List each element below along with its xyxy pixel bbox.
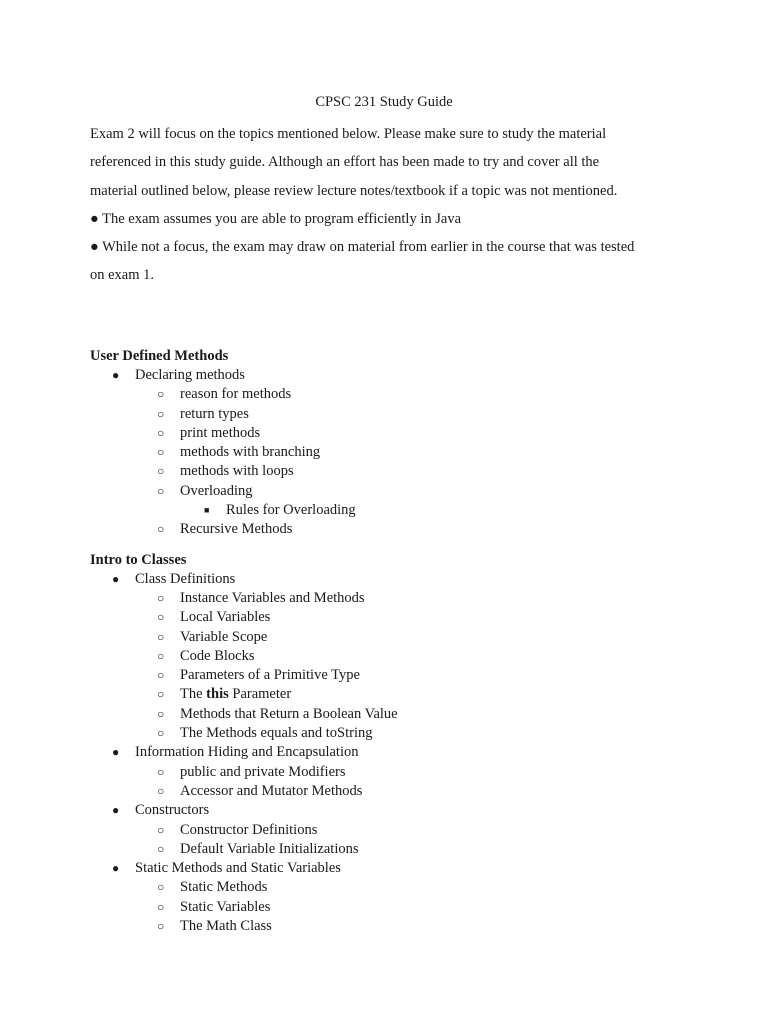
topic-label: Local Variables <box>180 609 271 626</box>
outline-item-level2 <box>90 724 690 743</box>
outline-row <box>90 878 690 897</box>
outline-row <box>90 782 690 801</box>
outline-item-level2 <box>90 821 690 840</box>
section-user-defined-methods <box>90 346 690 540</box>
outline-row <box>90 685 690 704</box>
hollow-circle-bullet-icon: ○ <box>157 522 165 537</box>
outline-item-level2 <box>90 482 690 521</box>
topic-label: public and private Modifiers <box>180 763 346 780</box>
outline-row <box>90 801 690 820</box>
outline-item-level2 <box>90 705 690 724</box>
hollow-circle-bullet-icon: ○ <box>157 687 165 702</box>
outline-row <box>90 482 690 501</box>
topic-label: Class Definitions <box>135 570 236 587</box>
topic-label: Default Variable Initializations <box>180 840 359 857</box>
hollow-circle-bullet-icon: ○ <box>157 880 165 895</box>
outline-item-level2 <box>90 763 690 782</box>
topic-label: methods with loops <box>180 463 294 480</box>
outline-row <box>90 405 690 424</box>
outline-item-level2 <box>90 647 690 666</box>
topic-label: Constructors <box>135 802 210 819</box>
outline-item-level2 <box>90 685 690 704</box>
outline-row <box>90 840 690 859</box>
hollow-circle-bullet-icon: ○ <box>157 822 165 837</box>
topic-label: Rules for Overloading <box>226 502 356 519</box>
outline-row <box>90 628 690 647</box>
filled-circle-bullet-icon: ● <box>112 571 120 586</box>
hollow-circle-bullet-icon: ○ <box>157 406 165 421</box>
hollow-circle-bullet-icon: ○ <box>157 764 165 779</box>
sub-topic-list <box>90 821 690 860</box>
section-heading: User Defined Methods <box>90 348 229 364</box>
outline-row <box>90 647 690 666</box>
topic-label: Static Methods <box>180 879 268 896</box>
topic-label: Parameters of a Primitive Type <box>180 667 360 684</box>
hollow-circle-bullet-icon: ○ <box>157 425 165 440</box>
hollow-circle-bullet-icon: ○ <box>157 841 165 856</box>
outline-row <box>90 743 690 762</box>
outline-row <box>90 705 690 724</box>
outline-item-level2 <box>90 520 690 539</box>
outline-row <box>90 570 690 589</box>
note-java: ● The exam assumes you are able to program efficiently in Java <box>90 210 462 227</box>
hollow-circle-bullet-icon: ○ <box>157 464 165 479</box>
hollow-circle-bullet-icon: ○ <box>157 706 165 721</box>
section-heading: Intro to Classes <box>90 551 187 568</box>
hollow-circle-bullet-icon: ○ <box>157 445 165 460</box>
outline-row <box>90 385 690 404</box>
hollow-circle-bullet-icon: ○ <box>157 783 165 798</box>
hollow-circle-bullet-icon: ○ <box>157 648 165 663</box>
outline-item-level1 <box>90 743 690 801</box>
outline-item-level2 <box>90 878 690 897</box>
outline-item-level2 <box>90 898 690 917</box>
topic-label: Overloading <box>180 482 253 499</box>
sub-topic-list <box>90 763 690 802</box>
filled-circle-bullet-icon: ● <box>112 861 120 876</box>
outline-row <box>90 898 690 917</box>
topic-label: Constructor Definitions <box>180 821 318 838</box>
topic-label-suffix: Parameter <box>228 686 292 703</box>
topic-label: Variable Scope <box>180 628 268 645</box>
topic-label-prefix: The <box>180 686 207 703</box>
sub-topic-list <box>90 589 690 743</box>
intro-block <box>90 120 650 290</box>
outline-item-level2 <box>90 917 690 936</box>
outline-row <box>90 859 690 878</box>
note-earlier-material: ● While not a focus, the exam may draw on material from earlier in the course that was tested on exam 1. <box>90 239 635 284</box>
outline-row <box>90 462 690 481</box>
hollow-circle-bullet-icon: ○ <box>157 590 165 605</box>
outline-item-level1 <box>90 366 690 540</box>
topic-label: Declaring methods <box>135 367 245 383</box>
hollow-circle-bullet-icon: ○ <box>157 919 165 934</box>
outline-item-level2 <box>90 424 690 443</box>
sub-topic-list <box>90 878 690 936</box>
hollow-circle-bullet-icon: ○ <box>157 610 165 625</box>
topic-label: return types <box>180 405 249 422</box>
outline-row <box>90 589 690 608</box>
outline-item-level2 <box>90 405 690 424</box>
outline-row <box>90 366 690 385</box>
outline-item-level2 <box>90 443 690 462</box>
outline-item-level2 <box>90 608 690 627</box>
document-title: CPSC 231 Study Guide <box>315 94 453 110</box>
topic-label: Methods that Return a Boolean Value <box>180 705 398 722</box>
topic-label: Static Methods and Static Variables <box>135 860 341 877</box>
topic-list <box>90 366 690 540</box>
outline-row <box>90 608 690 627</box>
topic-label: reason for methods <box>180 386 292 403</box>
outline-row <box>90 724 690 743</box>
intro-paragraph: Exam 2 will focus on the topics mentioned below. Please make sure to study the material referenced in this study guide. Although an effort has been made to try and cover all the material outlined below, please review lecture notes/textbook if a topic was not mentioned. <box>90 126 618 199</box>
outline-item-level1 <box>90 859 690 936</box>
outline-row <box>90 424 690 443</box>
topic-label: Code Blocks <box>180 647 255 664</box>
topic-label: Information Hiding and Encapsulation <box>135 744 359 761</box>
hollow-circle-bullet-icon: ○ <box>157 387 165 402</box>
outline-row <box>90 763 690 782</box>
outline-row <box>90 666 690 685</box>
topic-label: methods with branching <box>180 444 321 461</box>
outline-row <box>90 443 690 462</box>
hollow-circle-bullet-icon: ○ <box>157 629 165 644</box>
topic-label: Accessor and Mutator Methods <box>180 782 363 799</box>
topic-label: Static Variables <box>180 898 271 915</box>
outline-item-level2 <box>90 666 690 685</box>
filled-circle-bullet-icon: ● <box>112 368 120 382</box>
topic-label: The Methods equals and toString <box>180 725 373 742</box>
sub-topic-list <box>90 385 690 539</box>
outline-item-level2 <box>90 840 690 859</box>
outline-row <box>90 501 690 520</box>
topic-sections <box>90 346 690 936</box>
section-intro-to-classes <box>90 550 690 937</box>
square-bullet-icon: ■ <box>204 505 210 516</box>
outline-item-level2 <box>90 462 690 481</box>
outline-item-level3 <box>90 501 690 520</box>
outline-item-level1 <box>90 801 690 859</box>
hollow-circle-bullet-icon: ○ <box>157 483 165 498</box>
outline-item-level2 <box>90 628 690 647</box>
filled-circle-bullet-icon: ● <box>112 803 120 818</box>
sub-topic-list <box>90 501 690 520</box>
topic-label: print methods <box>180 424 261 441</box>
topic-label: Recursive Methods <box>180 521 293 538</box>
topic-label: The Math Class <box>180 918 272 935</box>
outline-item-level2 <box>90 589 690 608</box>
topic-label: Instance Variables and Methods <box>180 589 365 606</box>
outline-row <box>90 520 690 539</box>
outline-item-level1 <box>90 570 690 744</box>
topic-list <box>90 570 690 937</box>
outline-item-level2 <box>90 782 690 801</box>
outline-item-level2 <box>90 385 690 404</box>
outline-row <box>90 917 690 936</box>
hollow-circle-bullet-icon: ○ <box>157 899 165 914</box>
filled-circle-bullet-icon: ● <box>112 745 120 760</box>
outline-row <box>90 821 690 840</box>
topic-label <box>180 686 291 702</box>
hollow-circle-bullet-icon: ○ <box>157 726 165 741</box>
hollow-circle-bullet-icon: ○ <box>157 668 165 683</box>
topic-label-keyword: this <box>206 686 229 703</box>
